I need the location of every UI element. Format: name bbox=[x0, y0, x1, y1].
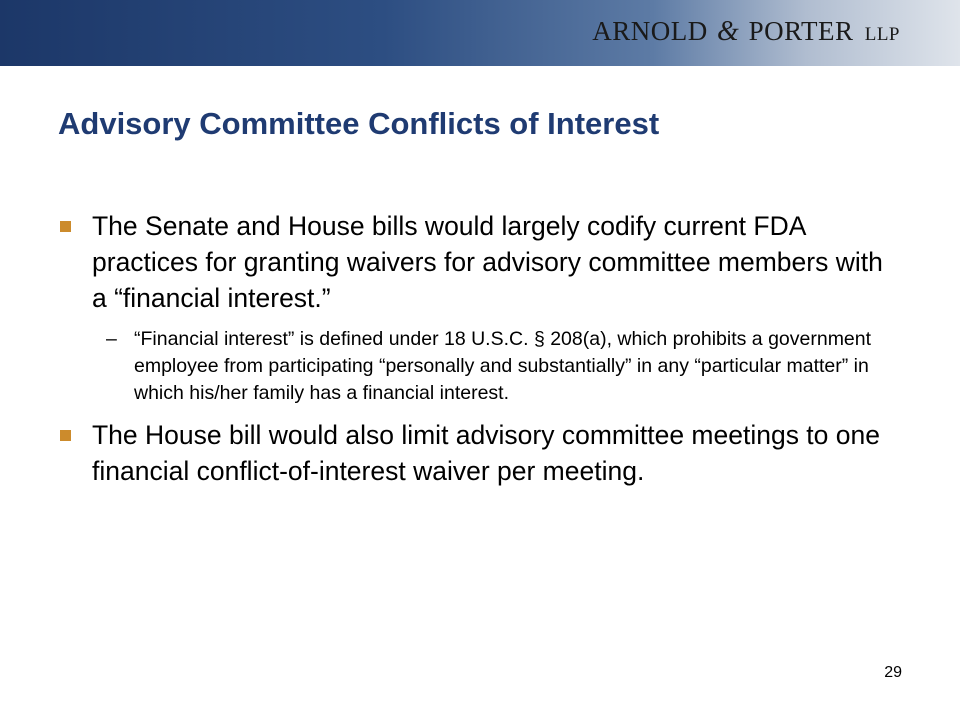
dash-bullet-icon: – bbox=[106, 328, 117, 350]
logo-name-part2: PORTER bbox=[748, 16, 854, 46]
slide-title: Advisory Committee Conflicts of Interest bbox=[58, 106, 660, 141]
logo-ampersand: & bbox=[717, 16, 740, 47]
page-number: 29 bbox=[884, 664, 902, 681]
firm-logo bbox=[592, 16, 900, 48]
logo-name-part1: ARNOLD bbox=[592, 16, 708, 46]
square-bullet-icon bbox=[60, 430, 71, 441]
bullet-text: The Senate and House bills would largely codify current FDA practices for granting waivers for advisory committee members with a “financial interest.” bbox=[92, 211, 883, 313]
bullet-list bbox=[58, 208, 898, 489]
sub-bullet-item bbox=[58, 326, 898, 407]
sub-bullet-text: “Financial interest” is defined under 18 U.S.C. § 208(a), which prohibits a government employee from participating “personally and substantially” in any “particular matter” in which his/her family has a financial interest. bbox=[134, 328, 872, 404]
square-bullet-icon bbox=[60, 221, 71, 232]
header-band bbox=[0, 0, 960, 66]
logo-suffix: LLP bbox=[864, 24, 900, 45]
bullet-text: The House bill would also limit advisory committee meetings to one financial conflict-of-interest waiver per meeting. bbox=[92, 420, 880, 486]
bullet-item bbox=[58, 208, 898, 316]
bullet-item bbox=[58, 417, 898, 489]
